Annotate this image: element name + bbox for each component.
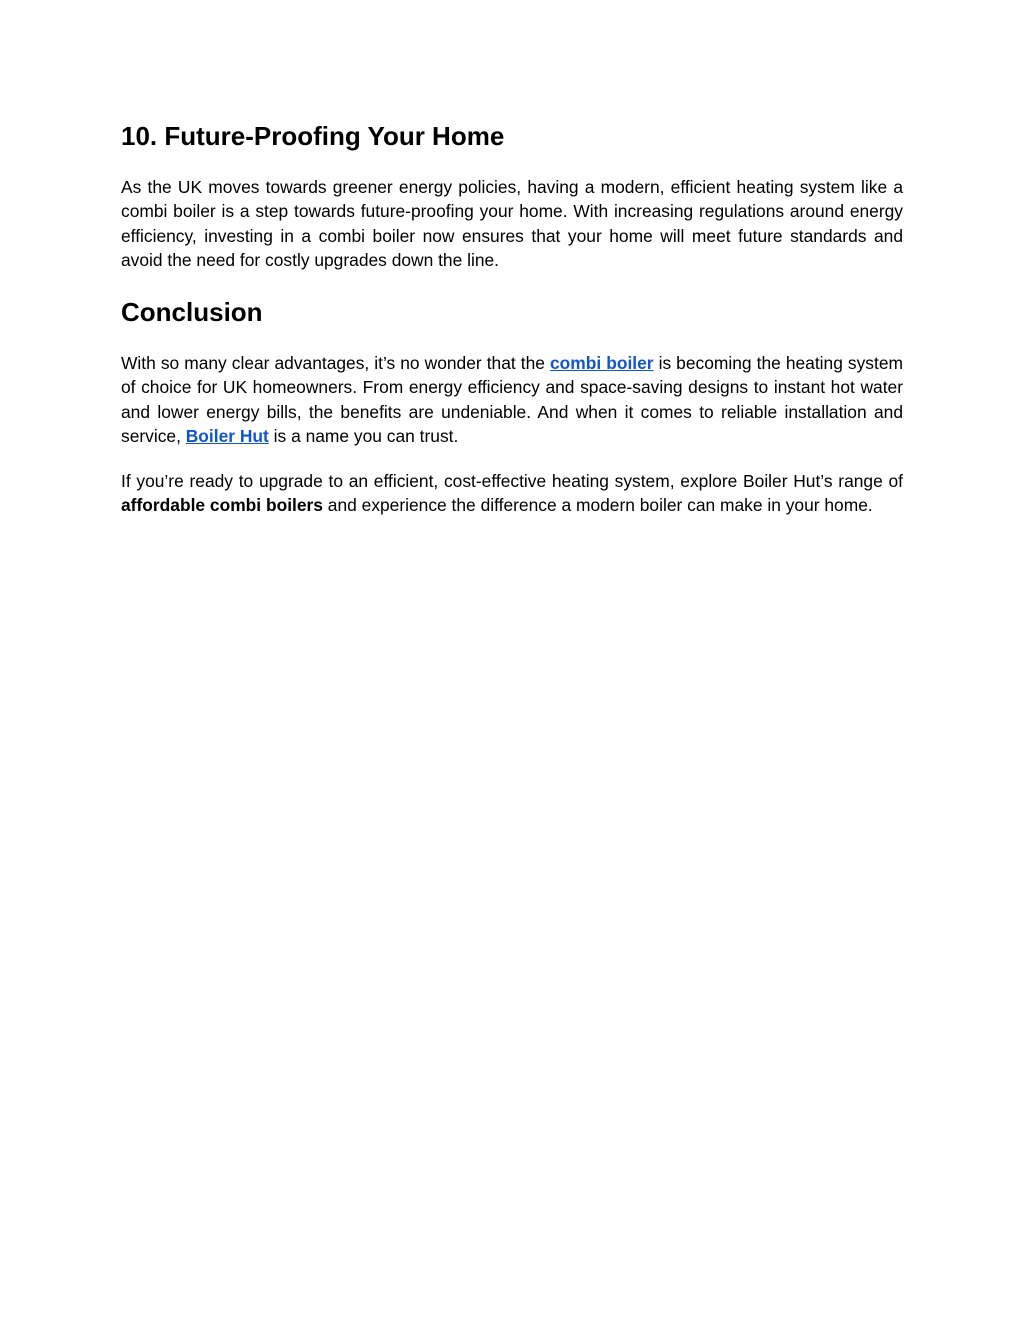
combi-boiler-link[interactable]: combi boiler bbox=[549, 353, 654, 373]
conclusion-paragraph-1 bbox=[121, 351, 903, 448]
conclusion-paragraph-2 bbox=[121, 469, 903, 518]
boiler-hut-link[interactable]: Boiler Hut bbox=[185, 425, 269, 446]
conclusion-text-segment: and experience the difference a modern boiler can make in your home. bbox=[322, 495, 873, 516]
conclusion-text-segment: is becoming the heating system of choice for UK homeowners. From energy efficiency and space-saving designs to instant hot water and lower energy bills, the benefits are undeniable. And when it comes to reliable installation and service, bbox=[121, 353, 903, 446]
conclusion-text-segment: If you’re ready to upgrade to an efficient, cost-effective heating system, explore Boiler Hut’s range of bbox=[121, 471, 903, 491]
conclusion-text-segment: With so many clear advantages, it’s no wonder that the bbox=[121, 353, 550, 373]
future-proofing-paragraph: As the UK moves towards greener energy policies, having a modern, efficient heating system like a combi boiler is a step towards future-proofing your home. With increasing regulations around energy efficiency, investing in a combi boiler now ensures that your home will meet future standards and avoid the need for costly upgrades down the line. bbox=[121, 177, 903, 270]
affordable-combi-boilers-bold: affordable combi boilers bbox=[121, 495, 323, 516]
conclusion-heading: Conclusion bbox=[121, 297, 263, 327]
conclusion-text-segment: is a name you can trust. bbox=[268, 425, 459, 446]
section-heading-future-proofing: 10. Future-Proofing Your Home bbox=[121, 121, 505, 151]
